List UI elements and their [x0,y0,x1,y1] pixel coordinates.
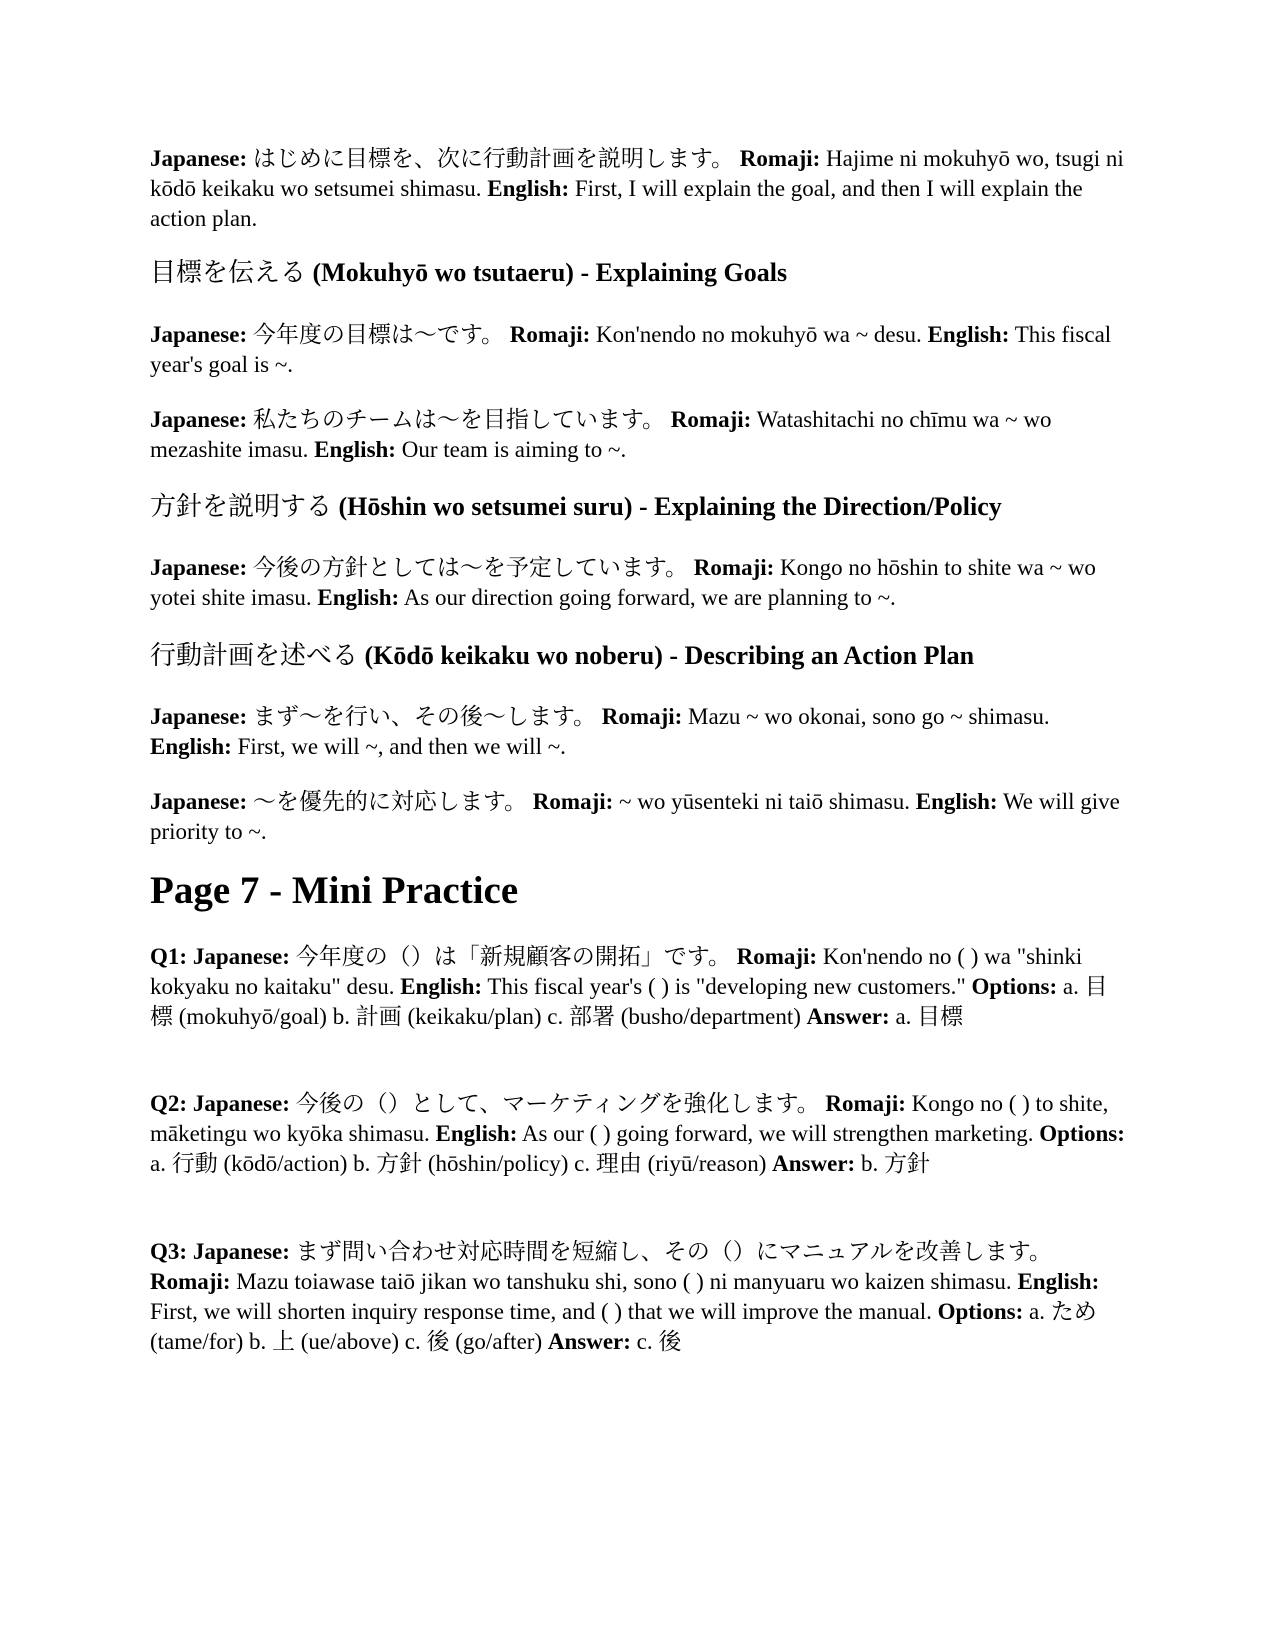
english-text: First, we will shorten inquiry response time, and ( ) that we will improve the manual. [150,1299,932,1324]
english-label: English: [400,974,483,999]
japanese-text: 今年度の目標は〜です。 [252,322,505,347]
romaji-text: Mazu toiawase taiō jikan wo tanshuku shi, sono ( ) ni manyuaru wo kaizen shimasu. [236,1269,1012,1294]
japanese-text: 今後の（）として、マーケティングを強化します。 [295,1091,820,1116]
japanese-label: Japanese: [192,1091,290,1116]
romaji-label: Romaji: [601,704,683,729]
english-label: English: [435,1121,518,1146]
romaji-text: Mazu ~ wo okonai, sono go ~ shimasu. [688,704,1050,729]
example-goal-1 [150,320,1125,380]
english-label: English: [1017,1269,1100,1294]
intro-example [150,144,1125,234]
practice-question-1 [150,942,1125,1032]
options-text: a. ため (tame/for) b. 上 (ue/above) c. 後 (go/after) [150,1299,1097,1354]
section-heading-goals: 目標を伝える (Mokuhyō wo tsutaeru) - Explaining Goals [150,258,788,287]
romaji-text: Kon'nendo no mokuhyō wa ~ desu. [596,322,922,347]
japanese-label: Japanese: [150,146,248,171]
english-label: English: [487,176,570,201]
romaji-label: Romaji: [825,1091,906,1116]
english-text: This fiscal year's goal is ~. [150,322,1112,377]
english-label: English: [915,789,998,814]
example-action-1 [150,702,1125,762]
japanese-label: Japanese: [150,704,248,729]
romaji-text: Kongo no ( ) to shite, māketingu wo kyōka shimasu. [150,1091,1109,1146]
practice-question-3 [150,1237,1125,1357]
options-label: Options: [1039,1121,1125,1146]
japanese-text: まず〜を行い、その後〜します。 [252,704,597,729]
japanese-text: 私たちのチームは〜を目指しています。 [252,407,666,432]
example-action-2 [150,787,1125,847]
japanese-text: 〜を優先的に対応します。 [252,789,528,814]
options-label: Options: [937,1299,1024,1324]
romaji-text: Watashitachi no chīmu wa ~ wo mezashite imasu. [150,407,1052,462]
question-label: Q2: [150,1091,188,1116]
english-label: English: [927,322,1010,347]
japanese-label: Japanese: [192,944,290,969]
romaji-text: Hajime ni mokuhyō wo, tsugi ni kōdō keikaku wo setsumei shimasu. [150,146,1124,201]
english-text: First, we will ~, and then we will ~. [237,734,566,759]
english-text: This fiscal year's ( ) is "developing new customers." [487,974,966,999]
romaji-label: Romaji: [509,322,591,347]
answer-text: c. 後 [636,1329,682,1354]
question-label: Q1: [150,944,188,969]
romaji-label: Romaji: [693,555,775,580]
options-label: Options: [971,974,1058,999]
practice-question-2 [150,1089,1125,1179]
romaji-label: Romaji: [739,146,821,171]
english-label: English: [314,437,396,462]
romaji-label: Romaji: [150,1269,231,1294]
options-text: a. 行動 (kōdō/action) b. 方針 (hōshin/policy) c. 理由 (riyū/reason) [150,1151,767,1176]
example-policy-1 [150,553,1125,613]
question-label: Q3: [150,1239,188,1264]
japanese-label: Japanese: [150,407,248,432]
english-text: Our team is aiming to ~. [401,437,627,462]
practice-title: Page 7 - Mini Practice [150,869,519,912]
english-text: First, I will explain the goal, and then I will explain the action plan. [150,176,1083,231]
answer-text: a. 目標 [895,1004,964,1029]
romaji-text: Kongo no hōshin to shite wa ~ wo yotei shite imasu. [150,555,1096,610]
japanese-text: 今年度の（）は「新規顧客の開拓」です。 [295,944,731,969]
answer-label: Answer: [806,1004,890,1029]
answer-label: Answer: [547,1329,631,1354]
romaji-text: ~ wo yūsenteki ni taiō shimasu. [619,789,911,814]
section-heading-policy: 方針を説明する (Hōshin wo setsumei suru) - Explaining the Direction/Policy [150,492,1002,521]
section-heading-action-plan: 行動計画を述べる (Kōdō keikaku wo noberu) - Describing an Action Plan [150,641,975,670]
answer-label: Answer: [772,1151,856,1176]
japanese-text: まず問い合わせ対応時間を短縮し、その（）にマニュアルを改善します。 [295,1239,1052,1264]
japanese-text: はじめに目標を、次に行動計画を説明します。 [252,146,735,171]
japanese-label: Japanese: [150,555,248,580]
english-label: English: [317,585,400,610]
japanese-label: Japanese: [150,322,248,347]
answer-text: b. 方針 [860,1151,930,1176]
japanese-label: Japanese: [150,789,248,814]
english-text: As our ( ) going forward, we will strengthen marketing. [521,1121,1034,1146]
example-goal-2 [150,405,1125,465]
options-text: a. 目標 (mokuhyō/goal) b. 計画 (keikaku/plan) c. 部署 (busho/department) [150,974,1108,1029]
romaji-label: Romaji: [670,407,752,432]
english-text: We will give priority to ~. [150,789,1120,844]
japanese-label: Japanese: [192,1239,290,1264]
romaji-label: Romaji: [532,789,614,814]
japanese-text: 今後の方針としては〜を予定しています。 [252,555,689,580]
romaji-text: Kon'nendo no ( ) wa "shinki kokyaku no kaitaku" desu. [150,944,1083,999]
romaji-label: Romaji: [736,944,818,969]
english-label: English: [150,734,232,759]
english-text: As our direction going forward, we are planning to ~. [403,585,896,610]
